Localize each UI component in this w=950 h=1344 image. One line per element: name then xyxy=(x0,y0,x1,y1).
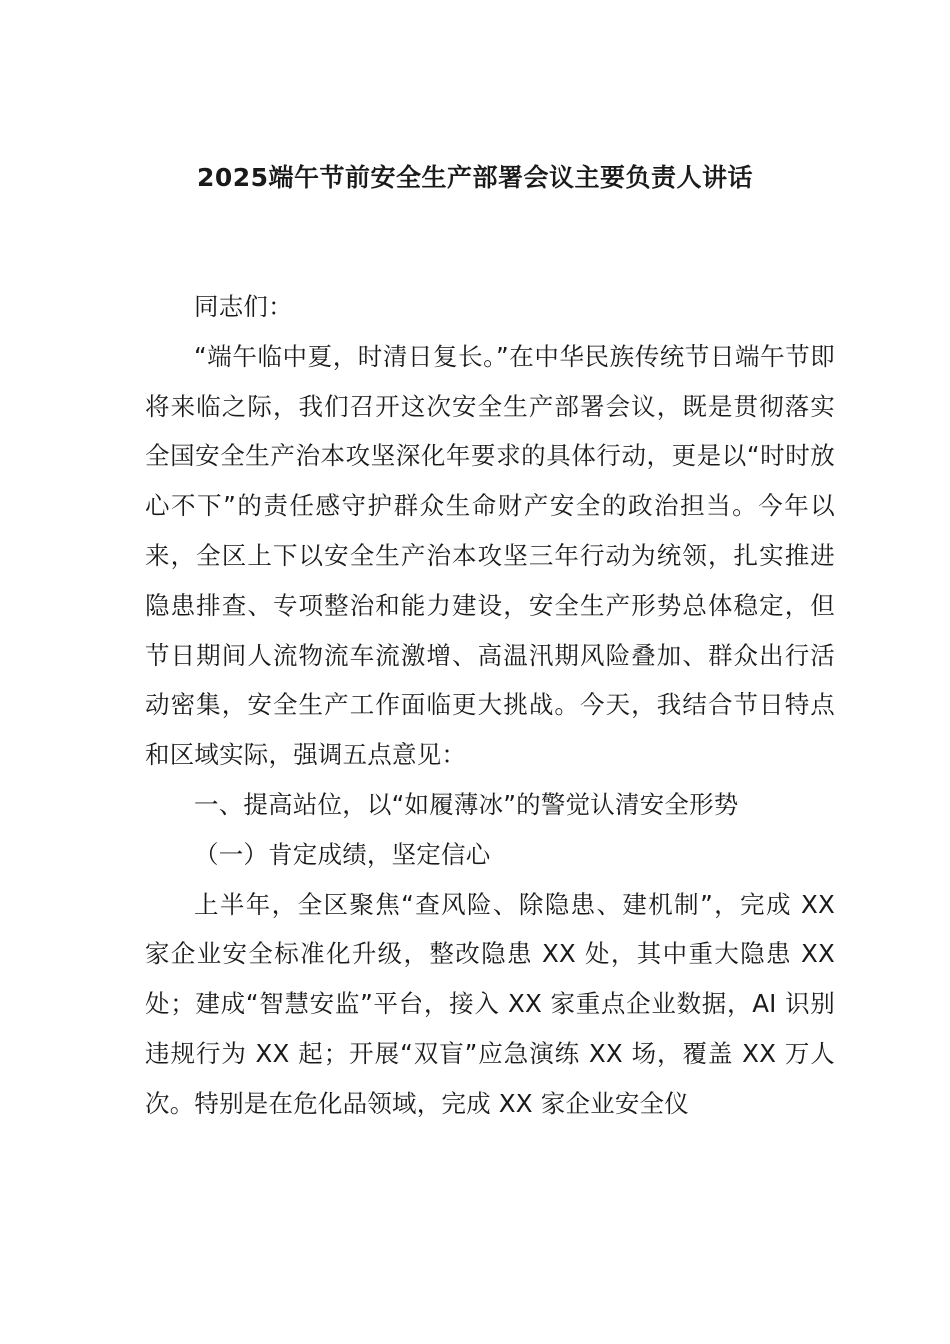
subsection-heading: （一）肯定成绩，坚定信心 xyxy=(194,839,491,869)
intro-paragraph: “端午临中夏，时清日复长。”在中华民族传统节日端午节即将来临之际，我们召开这次安全生产部署会议，既是贯彻落实全国安全生产治本攻坚深化年要求的具体行动，更是以“时时放心不下”的责任感守护群众生命财产安全的政治担当。今年以来，全区上下以安全生产治本攻坚三年行动为统领，扎实推进隐患排查、专项整治和能力建设，安全生产形势总体稳定，但节日期间人流物流车流激增、高温汛期风险叠加、群众出行活动密集，安全生产工作面临更大挑战。今天，我结合节日特点和区域实际，强调五点意见： xyxy=(145,341,835,770)
document-title: 2025端午节前安全生产部署会议主要负责人讲话 xyxy=(196,163,754,192)
document-body xyxy=(145,282,835,1129)
section-heading: 一、提高站位，以“如履薄冰”的警觉认清安全形势 xyxy=(194,789,739,819)
body-paragraph: 上半年，全区聚焦“查风险、除隐患、建机制”，完成 XX 家企业安全标准化升级，整改隐患 XX 处，其中重大隐患 XX 处；建成“智慧安监”平台，接入 XX 家重点企业数据，AI 识别违规行为 XX 起；开展“双盲”应急演练 XX 场，覆盖 XX 万人次。特别是在危化品领域，完成 XX 家企业安全仪 xyxy=(145,889,835,1118)
salutation-paragraph: 同志们： xyxy=(194,292,293,321)
